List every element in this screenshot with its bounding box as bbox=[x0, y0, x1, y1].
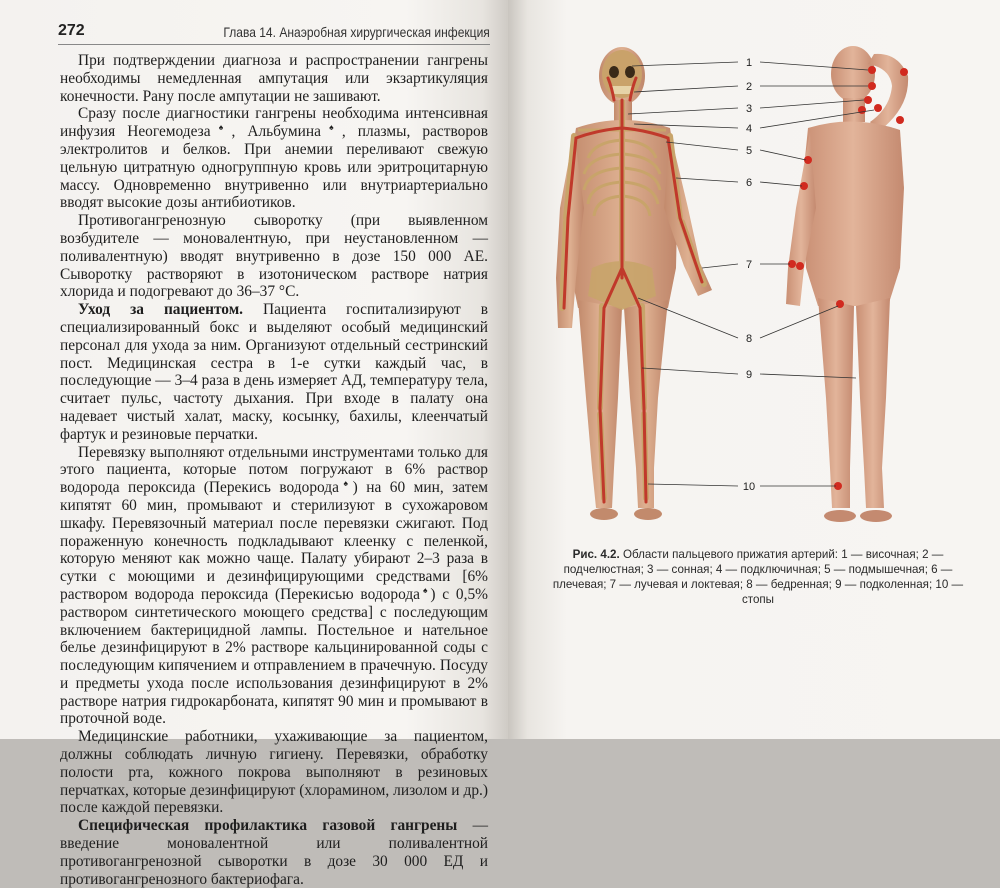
callout-1: 1 bbox=[745, 57, 753, 69]
caption-text: Области пальцевого прижатия артерий: 1 — височная; 2 — подчелюстная; 3 — сонная; 4 — подключичная; 5 — подмышечная; 6 — плечевая; 7 — лучевая и локтевая; 8 — бедренная; 9 — подколенная; 10 — стопы bbox=[552, 548, 964, 606]
trademark-mark: ♠ bbox=[420, 584, 431, 595]
callout-6: 6 bbox=[745, 177, 753, 189]
page-number: 272 bbox=[58, 22, 85, 39]
trademark-mark: ♠ bbox=[210, 122, 232, 133]
anatomy-illustration bbox=[538, 28, 978, 548]
paragraph-amputation: При подтверждении диагноза и распространении гангрены необходимы немедленная ампутация или экзартикуляция конечности. Рану после ампутации не зашивают. bbox=[60, 52, 488, 105]
callout-7: 7 bbox=[745, 259, 753, 271]
skeleton-figure bbox=[556, 47, 712, 520]
callout-3: 3 bbox=[745, 103, 753, 115]
body-text bbox=[60, 52, 488, 888]
callout-4: 4 bbox=[745, 123, 753, 135]
anatomy-figure bbox=[538, 28, 978, 548]
subheading-prophylaxis: Специфическая профилактика газовой гангрены bbox=[78, 817, 458, 835]
figure-caption bbox=[538, 547, 978, 607]
paragraph-hygiene: Медицинские работники, ухаживающие за пациентом, должны соблюдать личную гигиену. Перевязки, обработку полости рта, кожного покрова выполняют в резиновых перчатках, которые дезинфицируют (хлорамином, лизолом и др.) после каждой перевязки. bbox=[60, 728, 488, 817]
callout-9: 9 bbox=[745, 369, 753, 381]
trademark-mark: ♠ bbox=[338, 478, 353, 489]
subheading-patient-care: Уход за пациентом. bbox=[78, 301, 244, 319]
paragraph-patient-care: Уход за пациентом. Пациента госпитализируют в специализированный бокс и выделяют особый медицинский персонал для ухода за ним. Организуют отдельный сестринский пост. Медицинская сестра в 1-е сутки каждый час, в последующие — 3–4 раза в день измеряет АД, температуру тела, считает пульс, частоту дыхания. При входе в палату она надевает чистый халат, маску, косынку, бахилы, клеенчатый фартук и резиновые перчатки. bbox=[60, 301, 488, 443]
caption-label: Рис. 4.2. bbox=[572, 548, 620, 561]
paragraph-infusion: Сразу после диагностики гангрены необходима интенсивная инфузия Неогемодеза♠, Альбумина♠, плазмы, растворов электролитов и белков. При анемии переливают свежую цельную цитратную одногруппную кровь или эритроцитарную массу. Одновременно внутривенно или внутриартериально вводят высокие дозы антибиотиков. bbox=[60, 105, 488, 212]
callout-8: 8 bbox=[745, 333, 753, 345]
page-header bbox=[58, 20, 490, 45]
body-figure bbox=[786, 46, 908, 522]
paragraph-dressing: Перевязку выполняют отдельными инструментами только для этого пациента, которые потом погружают в 6% раствор водорода пероксида (Перекись водорода♠) на 60 мин, затем кипятят 60 мин, промывают и стерилизуют в сухожаровом шкафу. Перевязочный материал после перевязки сжигают. Под пораженную конечность подкладывают клеенку с пеленкой, которую меняют как можно чаще. Палату убирают 2–3 раза в сутки с моющими и дезинфицирующими средствами [6% раствором водорода пероксида (Перекисью водорода♠) с 0,5% раствором синтетического моющего средства] с последующим включением бактерицидной лампы. Постельное и нательное белье дезинфицируют в 2% растворе кальцинированной соды с последующим кипячением и отправлением в прачечную. Посуду и предметы ухода после использования дезинфицируют в 2% растворе натрия гидрокарбоната, кипятят 90 мин и промывают в проточной воде. bbox=[60, 443, 488, 728]
paragraph-prophylaxis: Специфическая профилактика газовой гангрены — введение моновалентной или поливалентной противогангренозной сыворотки в дозе 30 000 ЕД и противогангренозного бактериофага. bbox=[60, 817, 488, 888]
right-page bbox=[508, 0, 1000, 739]
callout-2: 2 bbox=[745, 81, 753, 93]
callout-labels bbox=[743, 57, 755, 493]
callout-5: 5 bbox=[745, 145, 753, 157]
trademark-mark: ♠ bbox=[320, 122, 342, 133]
running-head: Глава 14. Анаэробная хирургическая инфекция bbox=[223, 24, 490, 40]
callout-10: 10 bbox=[742, 481, 756, 493]
paragraph-serum: Противогангренозную сыворотку (при выявленном возбудителе — моновалентную, при неустановленном — поливалентную) вводят внутривенно в дозе 150 000 АЕ. Сыворотку растворяют в изотоническом растворе натрия хлорида и подогревают до 36–37 °С. bbox=[60, 212, 488, 301]
